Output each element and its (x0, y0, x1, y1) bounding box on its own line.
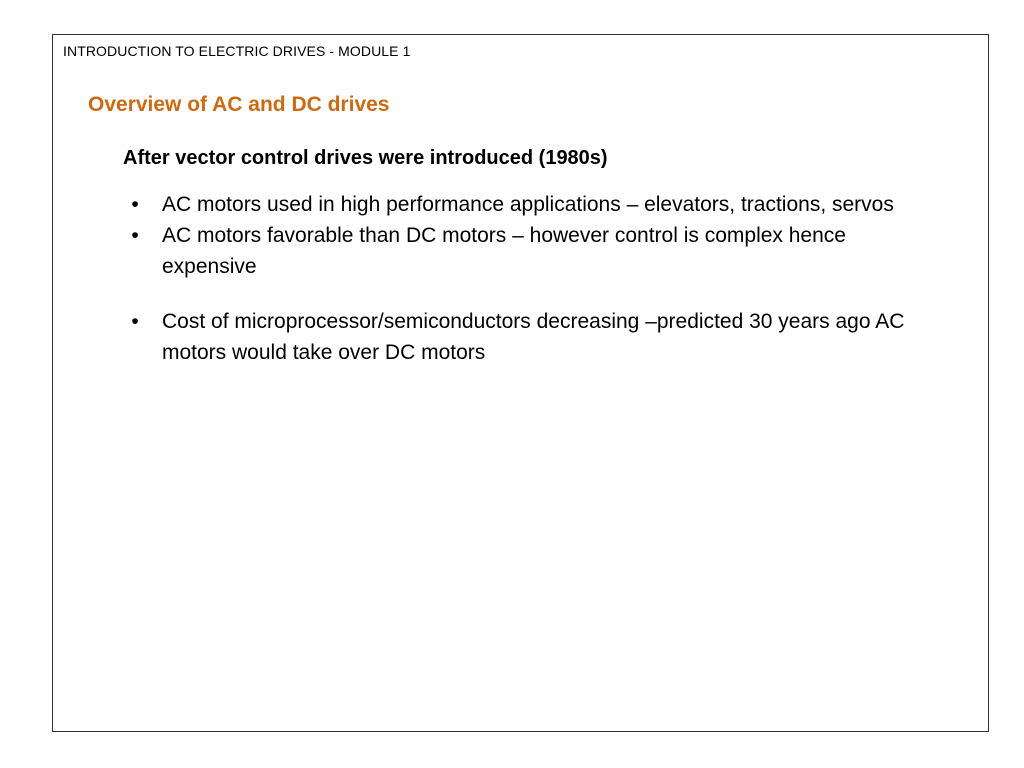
bullet-item-favorable (128, 220, 908, 282)
module-header: INTRODUCTION TO ELECTRIC DRIVES - MODULE 1 (63, 43, 411, 59)
bullet-icon: • (131, 224, 139, 247)
slide-frame (52, 34, 989, 732)
bullet-text: Cost of microprocessor/semiconductors decreasing –predicted 30 years ago AC motors would take over DC motors (162, 310, 905, 364)
bullet-icon: • (131, 310, 139, 333)
bullet-item-cost (128, 306, 908, 368)
section-heading: After vector control drives were introduced (1980s) (123, 147, 608, 169)
bullet-list (128, 189, 908, 368)
slide-title: Overview of AC and DC drives (88, 93, 390, 116)
bullet-text: AC motors favorable than DC motors – however control is complex hence expensive (162, 224, 846, 278)
bullet-text: AC motors used in high performance applications – elevators, tractions, servos (162, 193, 894, 216)
bullet-icon: • (131, 193, 139, 216)
bullet-item-high-performance (128, 189, 908, 220)
